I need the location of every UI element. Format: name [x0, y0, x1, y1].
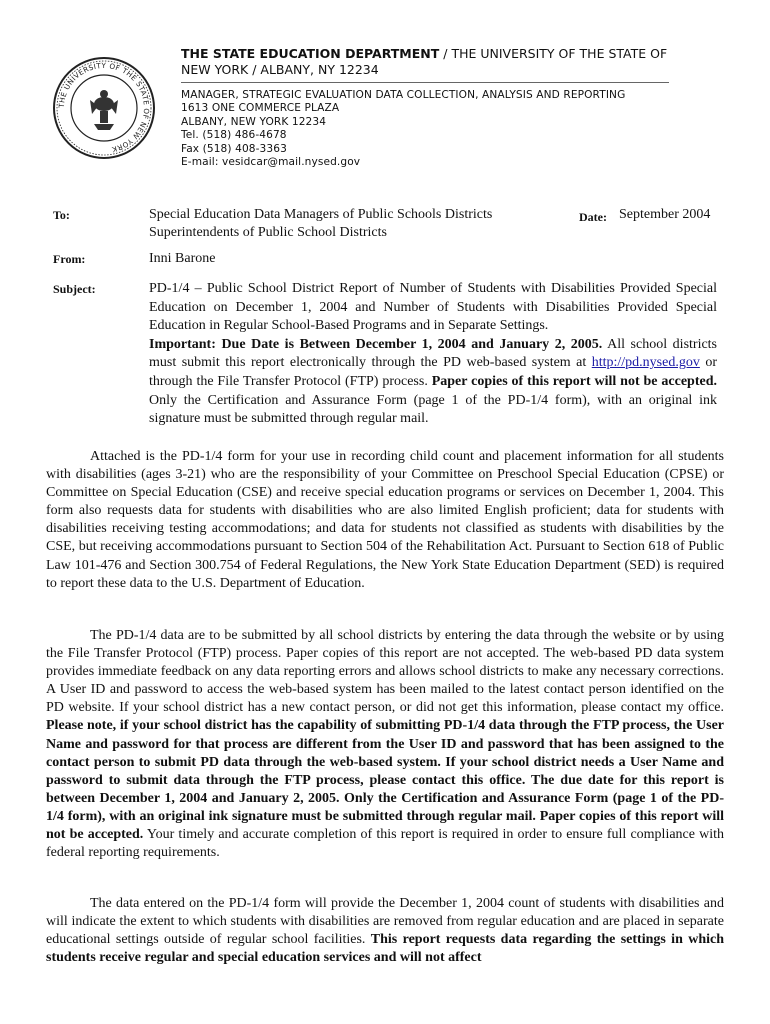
- subject-label: Subject:: [53, 282, 96, 296]
- svg-text:THE UNIVERSITY OF THE STATE OF: THE UNIVERSITY OF THE STATE OF NEW YORK: [56, 60, 152, 155]
- address-line: Fax (518) 408-3363: [181, 142, 287, 155]
- header-divider: [181, 82, 669, 83]
- paragraph-1: Attached is the PD-1/4 form for your use in recording child count and placement information for all students with disabilities (ages 3-21) who are the responsibility of your Committee on Preschool Special Education (CPSE) or Committee on Special Education (CSE) and receive special education programs or services on December 1, 2004. This form also requests data for students with disabilities who are also limited English proficient; data for students with disabilities receiving testing accommodations; and data for students not classified as students with disabilities by the CSE, but receiving accommodations pursuant to Section 504 of the Rehabilitation Act. Pursuant to Section 618 of Public Law 101-476 and Section 300.754 of Federal Regulations, the New York State Education Department (SED) is required to report these data to the U.S. Department of Education.: [46, 449, 724, 591]
- recipient-line: Superintendents of Public School Districts: [149, 225, 387, 240]
- paragraph-3: The data entered on the PD-1/4 form will provide the December 1, 2004 count of students with disabilities and will indicate the extent to which students with disabilities are removed from regular education and are placed in separate educational settings outside of regular school facilities. This report requests data regarding the settings in which students receive regular and special education services and will not affect: [46, 896, 724, 966]
- from-label: From:: [53, 252, 86, 266]
- important-notice: Important: Due Date is Between December 1, 2004 and January 2, 2005. All school districts must submit this report electronically through the PD web-based system at http://pd.nysed.gov or through the File Transfer Protocol (FTP) process. Paper copies of this report will not be accepted. Only the Certification and Assurance Form (page 1 of the PD-1/4 form), with an original ink signature must be submitted through regular mail.: [149, 336, 718, 427]
- pd-website-link[interactable]: http://pd.nysed.gov: [591, 355, 700, 371]
- recipient-line: Special Education Data Managers of Public Schools Districts: [149, 207, 493, 222]
- paragraph-2: The PD-1/4 data are to be submitted by all school districts by entering the data through the website or by using the File Transfer Protocol (FTP) process. Paper copies of this report are not accepted. The web-based PD data system provides immediate feedback on any data reporting errors and allows school districts to make any necessary corrections. A User ID and password to access the web-based system has been mailed to the latest contact person identified on the PD website. If your school district has a new contact person, or did not get this information, please contact my office. Please note, if your school district has the capability of submitting PD-1/4 data through the FTP process, the User Name and password for that process are different from the User ID and password that has been assigned to the contact person to submit PD data through the web-based system. If your school district needs a User Name and password to submit data through the FTP process, please contact this office. The due date for this report is between December 1, 2004 and January 2, 2005. Only the Certification and Assurance Form (page 1 of the PD-1/4 form), with an original ink signature must be submitted through regular mail. Paper copies of this report will not be accepted. Your timely and accurate completion of this report is required in order to ensure full compliance with federal reporting requirements.: [46, 628, 725, 861]
- address-line: ALBANY, NEW YORK 12234: [181, 115, 327, 128]
- office-address: [181, 89, 673, 169]
- subject-block: [149, 280, 717, 429]
- date-label: Date:: [579, 210, 607, 224]
- state-seal-icon: [52, 56, 156, 160]
- to-recipients: [149, 206, 569, 242]
- letterhead: [181, 46, 673, 169]
- address-line: MANAGER, STRATEGIC EVALUATION DATA COLLECTION, ANALYSIS AND REPORTING: [181, 89, 626, 101]
- department-title: THE STATE EDUCATION DEPARTMENT / THE UNIVERSITY OF THE STATE OF NEW YORK / ALBANY, NY 12234: [181, 46, 668, 77]
- from-value: Inni Barone: [149, 251, 216, 266]
- date-value: September 2004: [619, 207, 711, 222]
- to-label: To:: [53, 208, 70, 222]
- subject-text: PD-1/4 – Public School District Report of Number of Students with Disabilities Provided Special Education on December 1, 2004 and Number of Students with Disabilities Provided Special Education in Regular School-Based Programs and in Separate Settings.: [149, 281, 717, 334]
- address-line: 1613 ONE COMMERCE PLAZA: [181, 102, 340, 115]
- address-line: E-mail: vesidcar@mail.nysed.gov: [181, 156, 361, 169]
- address-line: Tel. (518) 486-4678: [181, 129, 287, 142]
